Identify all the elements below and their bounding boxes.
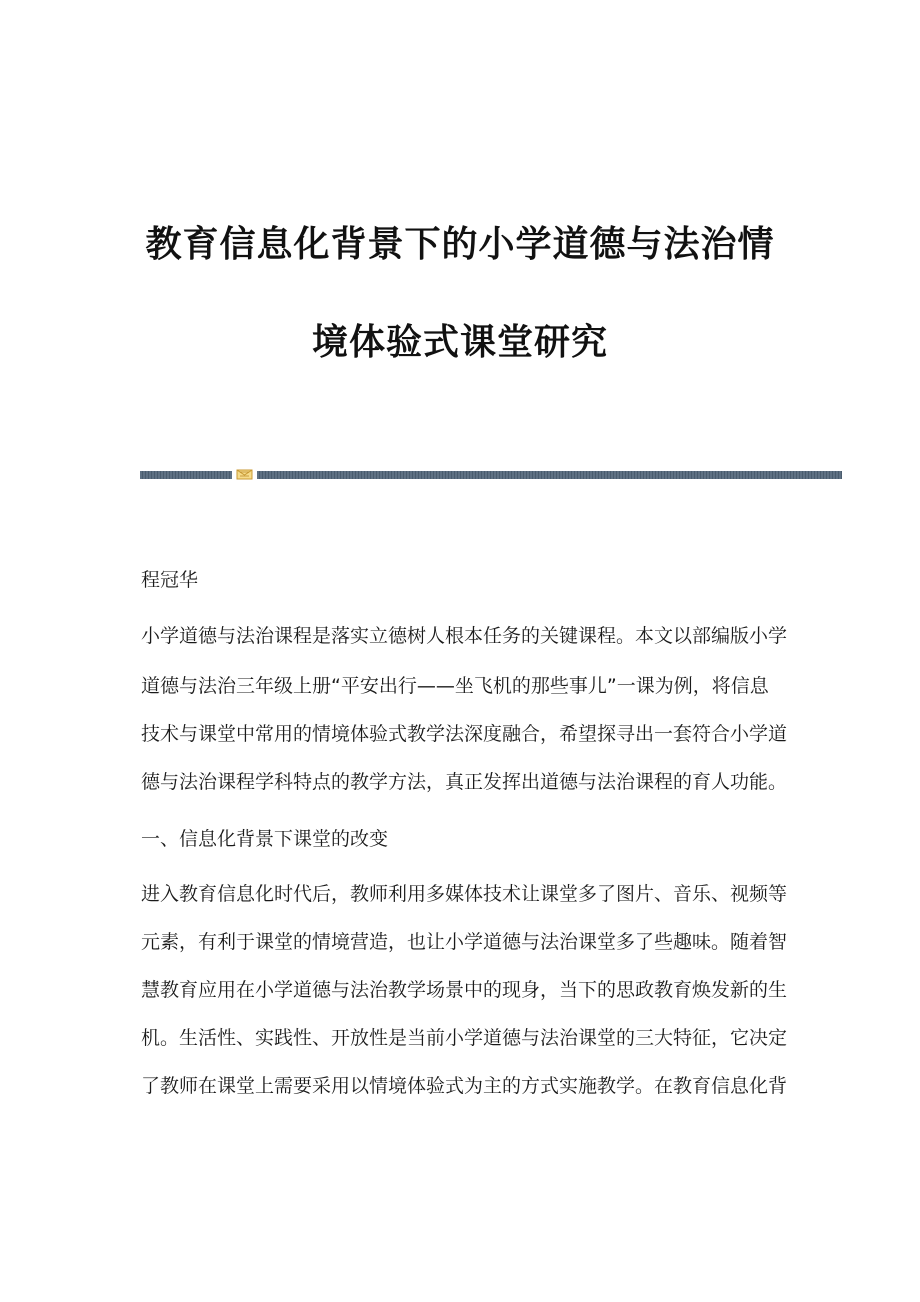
body-line: 慧教育应用在小学道德与法治教学场景中的现身，当下的思政教育焕发新的生 xyxy=(141,979,788,1001)
divider-bar-left xyxy=(140,471,232,479)
title-line-1: 教育信息化背景下的小学道德与法治情 xyxy=(145,224,775,265)
body-line: 了教师在课堂上需要采用以情境体验式为主的方式实施教学。在教育信息化背 xyxy=(141,1075,788,1097)
abstract-line: 小学道德与法治课程是落实立德树人根本任务的关键课程。本文以部编版小学 xyxy=(141,625,788,647)
abstract-line: 技术与课堂中常用的情境体验式教学法深度融合，希望探寻出一套符合小学道 xyxy=(141,723,788,745)
abstract-line: 德与法治课程学科特点的教学方法，真正发挥出道德与法治课程的育人功能。 xyxy=(141,771,788,793)
section-heading: 一、信息化背景下课堂的改变 xyxy=(141,828,389,850)
title-divider xyxy=(140,471,842,479)
body-line: 机。生活性、实践性、开放性是当前小学道德与法治课堂的三大特征，它决定 xyxy=(141,1027,788,1049)
author-name: 程冠华 xyxy=(141,569,199,591)
divider-bar-right xyxy=(257,471,842,479)
body-line: 进入教育信息化时代后，教师利用多媒体技术让课堂多了图片、音乐、视频等 xyxy=(141,883,788,905)
title-line-2: 境体验式课堂研究 xyxy=(311,322,608,363)
body-line: 元素，有利于课堂的情境营造，也让小学道德与法治课堂多了些趣味。随着智 xyxy=(141,931,788,953)
abstract-line: 道德与法治三年级上册“平安出行——坐飞机的那些事儿”一课为例，将信息 xyxy=(141,675,769,697)
divider-ornament-icon xyxy=(236,468,253,481)
